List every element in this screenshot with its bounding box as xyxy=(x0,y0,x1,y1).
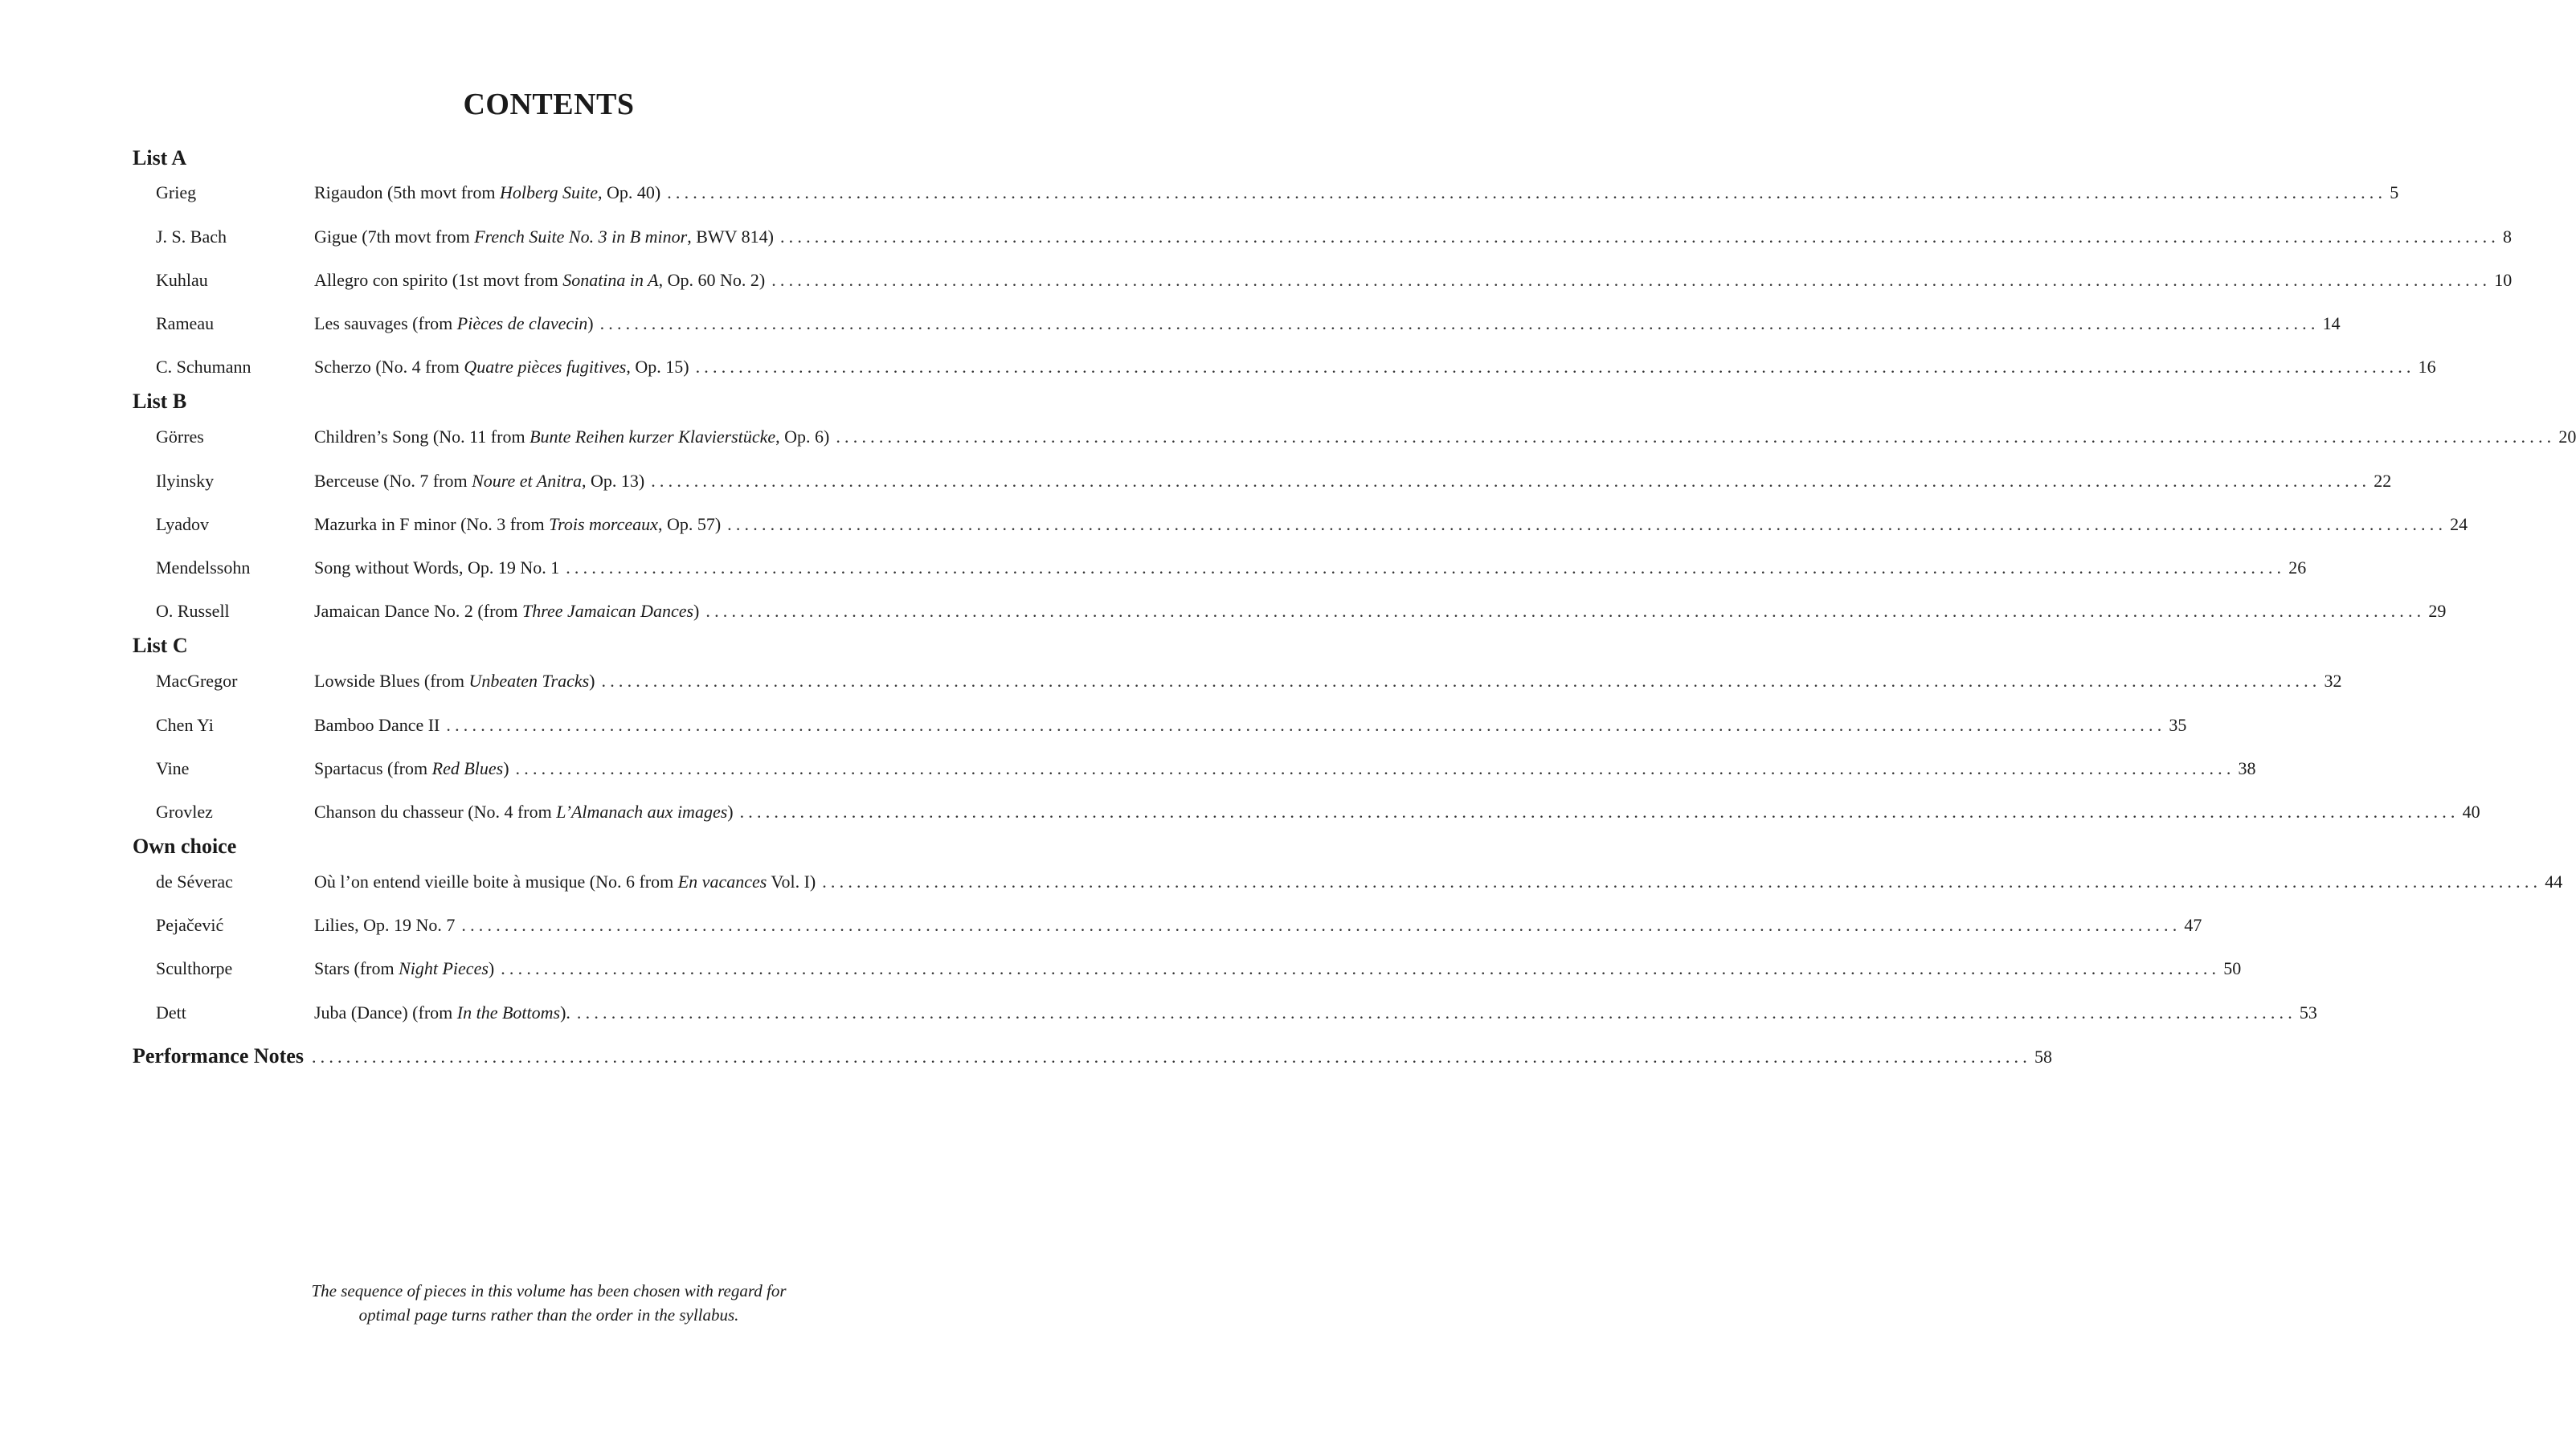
piece-title: Song without Words, Op. 19 No. 1 xyxy=(314,557,560,578)
toc-row[interactable] xyxy=(0,425,2576,449)
performance-notes-label: Performance Notes xyxy=(133,1044,304,1068)
dot-leader: ........................................................................................................................................................................................................ xyxy=(461,915,2181,935)
page-number: 50 xyxy=(2223,958,2242,978)
piece-title: Les sauvages (from Pièces de clavecin) xyxy=(314,313,594,333)
page-title: CONTENTS xyxy=(463,88,635,121)
footnote xyxy=(0,1279,1098,1327)
toc-row[interactable] xyxy=(0,512,2468,537)
toc-row[interactable] xyxy=(0,713,2187,737)
page-number: 35 xyxy=(2169,715,2187,735)
page-number: 14 xyxy=(2322,313,2341,333)
page-number: 26 xyxy=(2288,557,2307,578)
piece-title: Où l’on entend vieille boite à musique (No. 6 from En vacances Vol. I) xyxy=(314,872,816,892)
composer-name: C. Schumann xyxy=(156,357,251,377)
piece-title: Stars (from Night Pieces) xyxy=(314,958,495,978)
composer-name: O. Russell xyxy=(156,601,230,621)
composer-name: Kuhlau xyxy=(156,270,208,290)
page-number: 29 xyxy=(2428,601,2447,621)
dot-leader: ........................................................................................................................................................................................................ xyxy=(771,270,2492,290)
piece-title: Gigue (7th movt from French Suite No. 3 in B minor, BWV 814) xyxy=(314,227,774,247)
toc-row[interactable] xyxy=(0,800,2480,824)
dot-leader: ........................................................................................................................................................................................................ xyxy=(601,671,2321,691)
piece-title: Jamaican Dance No. 2 (from Three Jamaican Dances) xyxy=(314,601,700,621)
toc-row[interactable] xyxy=(0,757,2256,781)
dot-leader: ........................................................................................................................................................................................................ xyxy=(836,427,2556,447)
toc-row[interactable] xyxy=(0,913,2202,937)
toc-row-performance-notes[interactable] xyxy=(133,1043,2052,1070)
composer-name: Görres xyxy=(156,427,204,447)
dot-leader: ........................................................................................................................................................................................................ xyxy=(311,1047,2031,1067)
piece-title: Bamboo Dance II xyxy=(314,715,440,735)
dot-leader: ........................................................................................................................................................................................................ xyxy=(739,802,2459,822)
piece-title: Mazurka in F minor (No. 3 from Trois morceaux, Op. 57) xyxy=(314,514,722,534)
composer-name: Pejačević xyxy=(156,915,224,935)
composer-name: Grovlez xyxy=(156,802,213,822)
toc-row[interactable] xyxy=(0,268,2513,292)
piece-title: Rigaudon (5th movt from Holberg Suite, Op. 40) xyxy=(314,182,661,202)
page-number: 8 xyxy=(2502,227,2512,247)
page-number: 53 xyxy=(2299,1002,2317,1023)
toc-row[interactable] xyxy=(0,870,2563,894)
dot-leader: ........................................................................................................................................................................................................ xyxy=(599,313,2320,333)
page-number: 38 xyxy=(2238,758,2256,778)
dot-leader: ........................................................................................................................................................................................................ xyxy=(576,1002,2296,1023)
footnote-line-2: optimal page turns rather than the order in the syllabus. xyxy=(358,1305,739,1325)
page-number: 47 xyxy=(2184,915,2202,935)
page-number: 40 xyxy=(2462,802,2480,822)
page-number: 58 xyxy=(2034,1047,2052,1067)
dot-leader: ........................................................................................................................................................................................................ xyxy=(695,357,2415,377)
dot-leader: ........................................................................................................................................................................................................ xyxy=(705,601,2426,621)
toc-row[interactable] xyxy=(0,355,2436,379)
dot-leader: ........................................................................................................................................................................................................ xyxy=(515,758,2235,778)
composer-name: Chen Yi xyxy=(156,715,214,735)
dot-leader: ........................................................................................................................................................................................................ xyxy=(667,182,2387,202)
toc-row[interactable] xyxy=(0,225,2512,249)
toc-row[interactable] xyxy=(0,669,2342,693)
composer-name: Lyadov xyxy=(156,514,209,534)
page-number: 20 xyxy=(2558,427,2576,447)
composer-name: Vine xyxy=(156,758,190,778)
piece-title: Spartacus (from Red Blues) xyxy=(314,758,509,778)
composer-name: Grieg xyxy=(156,182,197,202)
piece-title: Scherzo (No. 4 from Quatre pièces fugitives, Op. 15) xyxy=(314,357,689,377)
toc-row[interactable] xyxy=(0,1001,2317,1025)
page-number: 16 xyxy=(2418,357,2436,377)
section-heading-list-a: List A xyxy=(133,146,187,169)
composer-name: J. S. Bach xyxy=(156,227,227,247)
section-heading-own-choice: Own choice xyxy=(133,835,237,858)
dot-leader: ........................................................................................................................................................................................................ xyxy=(566,557,2286,578)
composer-name: Rameau xyxy=(156,313,215,333)
section-heading-list-b: List B xyxy=(133,390,187,413)
dot-leader: ........................................................................................................................................................................................................ xyxy=(727,514,2447,534)
toc-row[interactable] xyxy=(0,556,2307,580)
piece-title: Allegro con spirito (1st movt from Sonatina in A, Op. 60 No. 2) xyxy=(314,270,766,290)
page-number: 10 xyxy=(2494,270,2513,290)
footnote-line-1: The sequence of pieces in this volume has been chosen with regard for xyxy=(311,1281,787,1300)
page-number: 22 xyxy=(2374,471,2392,491)
page-number: 24 xyxy=(2450,514,2468,534)
composer-name: Mendelssohn xyxy=(156,557,251,578)
composer-name: Ilyinsky xyxy=(156,471,215,491)
dot-leader: ........................................................................................................................................................................................................ xyxy=(446,715,2166,735)
toc-row[interactable] xyxy=(0,957,2242,981)
dot-leader: ........................................................................................................................................................................................................ xyxy=(822,872,2542,892)
piece-title: Berceuse (No. 7 from Noure et Anitra, Op. 13) xyxy=(314,471,645,491)
toc-row[interactable] xyxy=(0,312,2341,336)
composer-name: Sculthorpe xyxy=(156,958,233,978)
page-number: 5 xyxy=(2390,182,2399,202)
page-number: 44 xyxy=(2545,872,2563,892)
piece-title: Children’s Song (No. 11 from Bunte Reihen kurzer Klavierstücke, Op. 6) xyxy=(314,427,830,447)
piece-title: Lowside Blues (from Unbeaten Tracks) xyxy=(314,671,595,691)
dot-leader: ........................................................................................................................................................................................................ xyxy=(779,227,2500,247)
toc-row[interactable] xyxy=(0,599,2447,623)
piece-title: Juba (Dance) (from In the Bottoms). xyxy=(314,1002,570,1023)
piece-title: Lilies, Op. 19 No. 7 xyxy=(314,915,456,935)
dot-leader: ........................................................................................................................................................................................................ xyxy=(501,958,2221,978)
section-heading-list-c: List C xyxy=(133,634,188,657)
composer-name: de Séverac xyxy=(156,872,233,892)
composer-name: Dett xyxy=(156,1002,186,1023)
piece-title: Chanson du chasseur (No. 4 from L’Almanach aux images) xyxy=(314,802,734,822)
toc-row[interactable] xyxy=(0,181,2399,205)
composer-name: MacGregor xyxy=(156,671,238,691)
page-number: 32 xyxy=(2324,671,2342,691)
toc-row[interactable] xyxy=(0,469,2392,493)
dot-leader: ........................................................................................................................................................................................................ xyxy=(651,471,2371,491)
